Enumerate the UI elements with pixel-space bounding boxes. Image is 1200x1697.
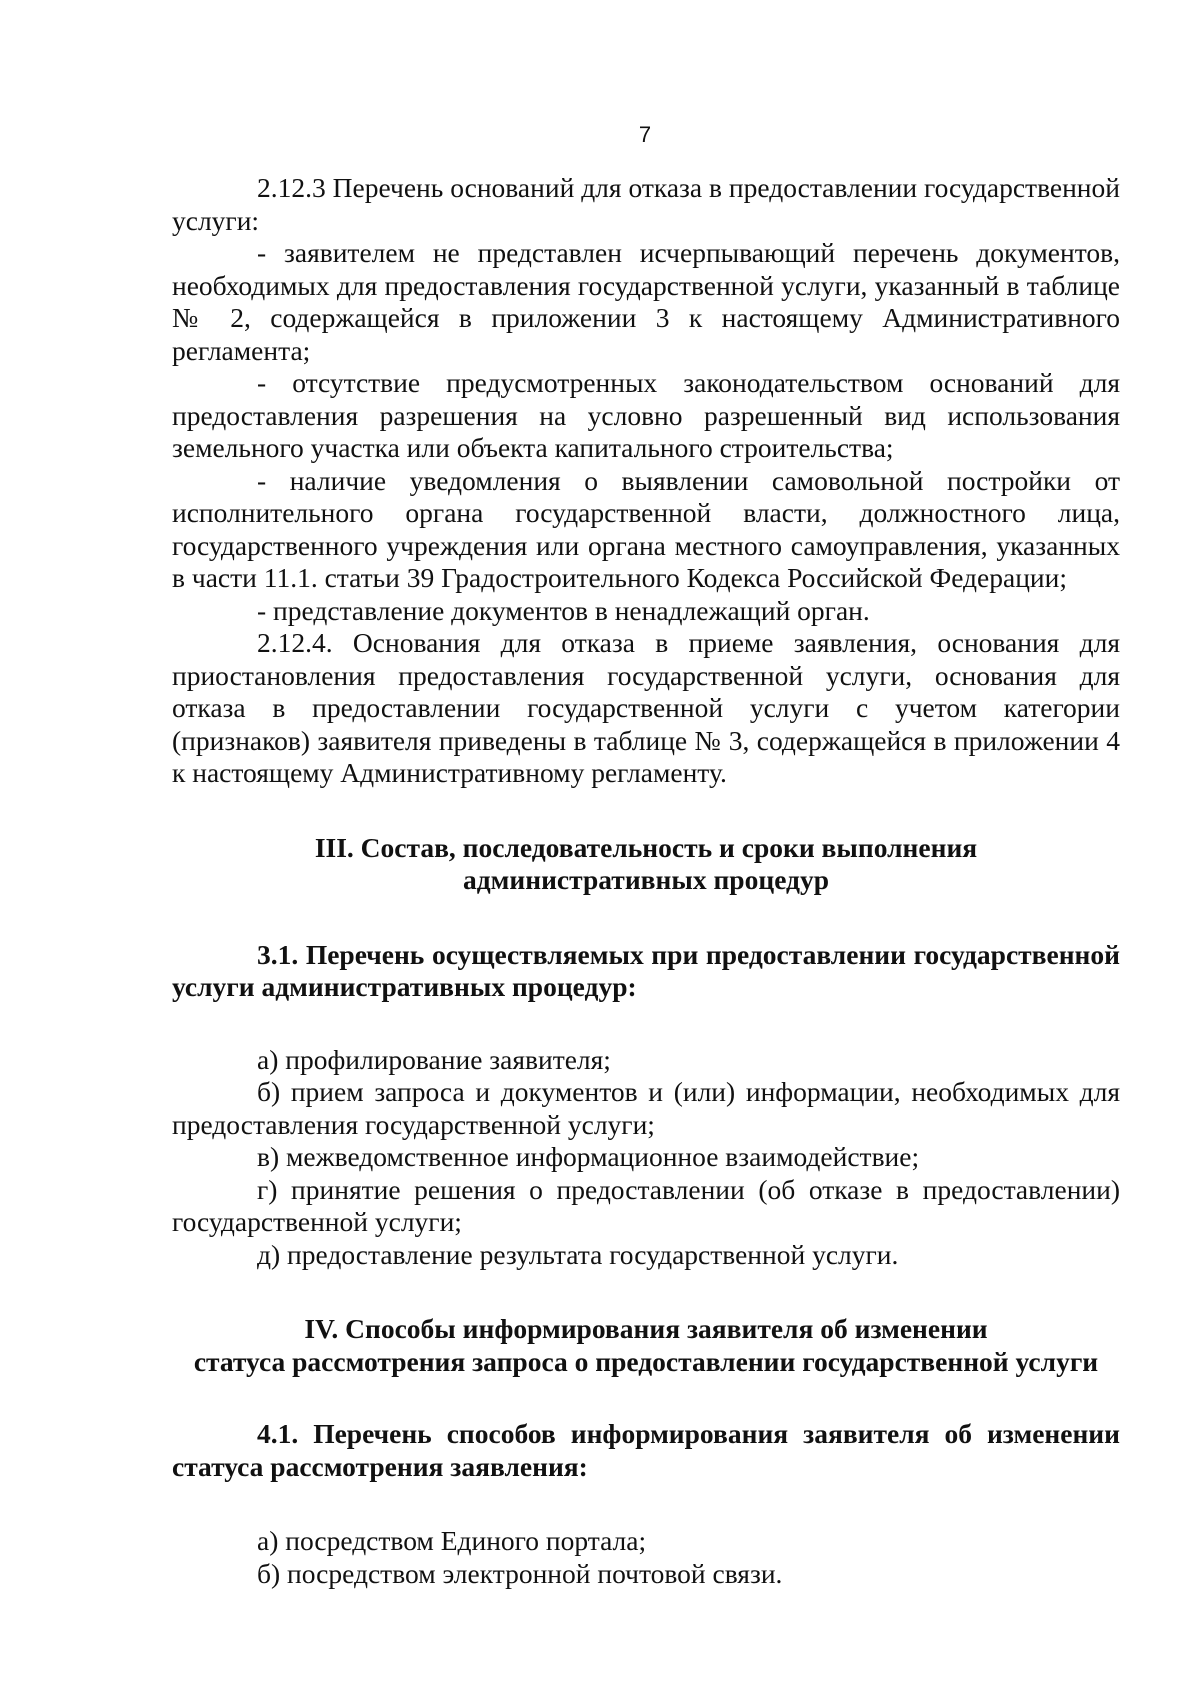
- refusal-item-3: - наличие уведомления о выявлении самовольной постройки от исполнительного органа государственной власти, должностного лица, государственного учреждения или органа местного самоуправления, указанных в части 11.1. статьи 39 Градостроительного Кодекса Российской Федерации;: [172, 464, 1120, 593]
- procedure-item-d: д) предоставление результата государственной услуги.: [257, 1238, 899, 1270]
- section-3-heading-line-2: административных процедур: [463, 864, 829, 895]
- procedure-item-a: а) профилирование заявителя;: [257, 1043, 611, 1075]
- paragraph-2-12-4: 2.12.4. Основания для отказа в приеме заявления, основания для приостановления предоставления государственной услуги, основания для отказа в предоставлении государственной услуги с учетом категории (признаков) заявителя приведены в таблице № 3, содержащейся в приложении 4 к настоящему Административному регламенту.: [172, 627, 1120, 788]
- refusal-item-2: - отсутствие предусмотренных законодательством оснований для предоставления разрешения на условно разрешенный вид использования земельного участка или объекта капитального строительства;: [172, 367, 1120, 463]
- document-body: [172, 172, 1120, 1590]
- procedure-item-v: в) межведомственное информационное взаимодействие;: [257, 1141, 920, 1172]
- section-4-heading-line-2: статуса рассмотрения запроса о предоставлении государственной услуги: [193, 1345, 1099, 1377]
- page-number: 7: [638, 122, 652, 147]
- refusal-item-1: - заявителем не представлен исчерпывающий перечень документов, необходимых для предоставления государственной услуги, указанный в таблице № 2, содержащейся в приложении 3 к настоящему Административного регламента;: [172, 237, 1120, 366]
- notification-item-a: а) посредством Единого портала;: [257, 1525, 647, 1556]
- refusal-item-4: - представление документов в ненадлежащий орган.: [257, 594, 870, 626]
- procedure-item-g: г) принятие решения о предоставлении (об отказе в предоставлении) государственной услуги;: [172, 1173, 1120, 1237]
- paragraph-3-1: 3.1. Перечень осуществляемых при предоставлении государственной услуги административных процедур:: [172, 938, 1120, 1002]
- procedure-item-b: б) прием запроса и документов и (или) информации, необходимых для предоставления государственной услуги;: [172, 1076, 1120, 1140]
- section-4-heading-line-1: IV. Способы информирования заявителя об изменении: [304, 1313, 988, 1344]
- notification-item-b: б) посредством электронной почтовой связи.: [257, 1557, 783, 1589]
- paragraph-4-1: 4.1. Перечень способов информирования заявителя об изменении статуса рассмотрения заявления:: [172, 1418, 1120, 1482]
- section-3-heading-line-1: III. Состав, последовательность и сроки выполнения: [314, 831, 978, 863]
- paragraph-2-12-3: 2.12.3 Перечень оснований для отказа в предоставлении государственной услуги:: [172, 172, 1120, 236]
